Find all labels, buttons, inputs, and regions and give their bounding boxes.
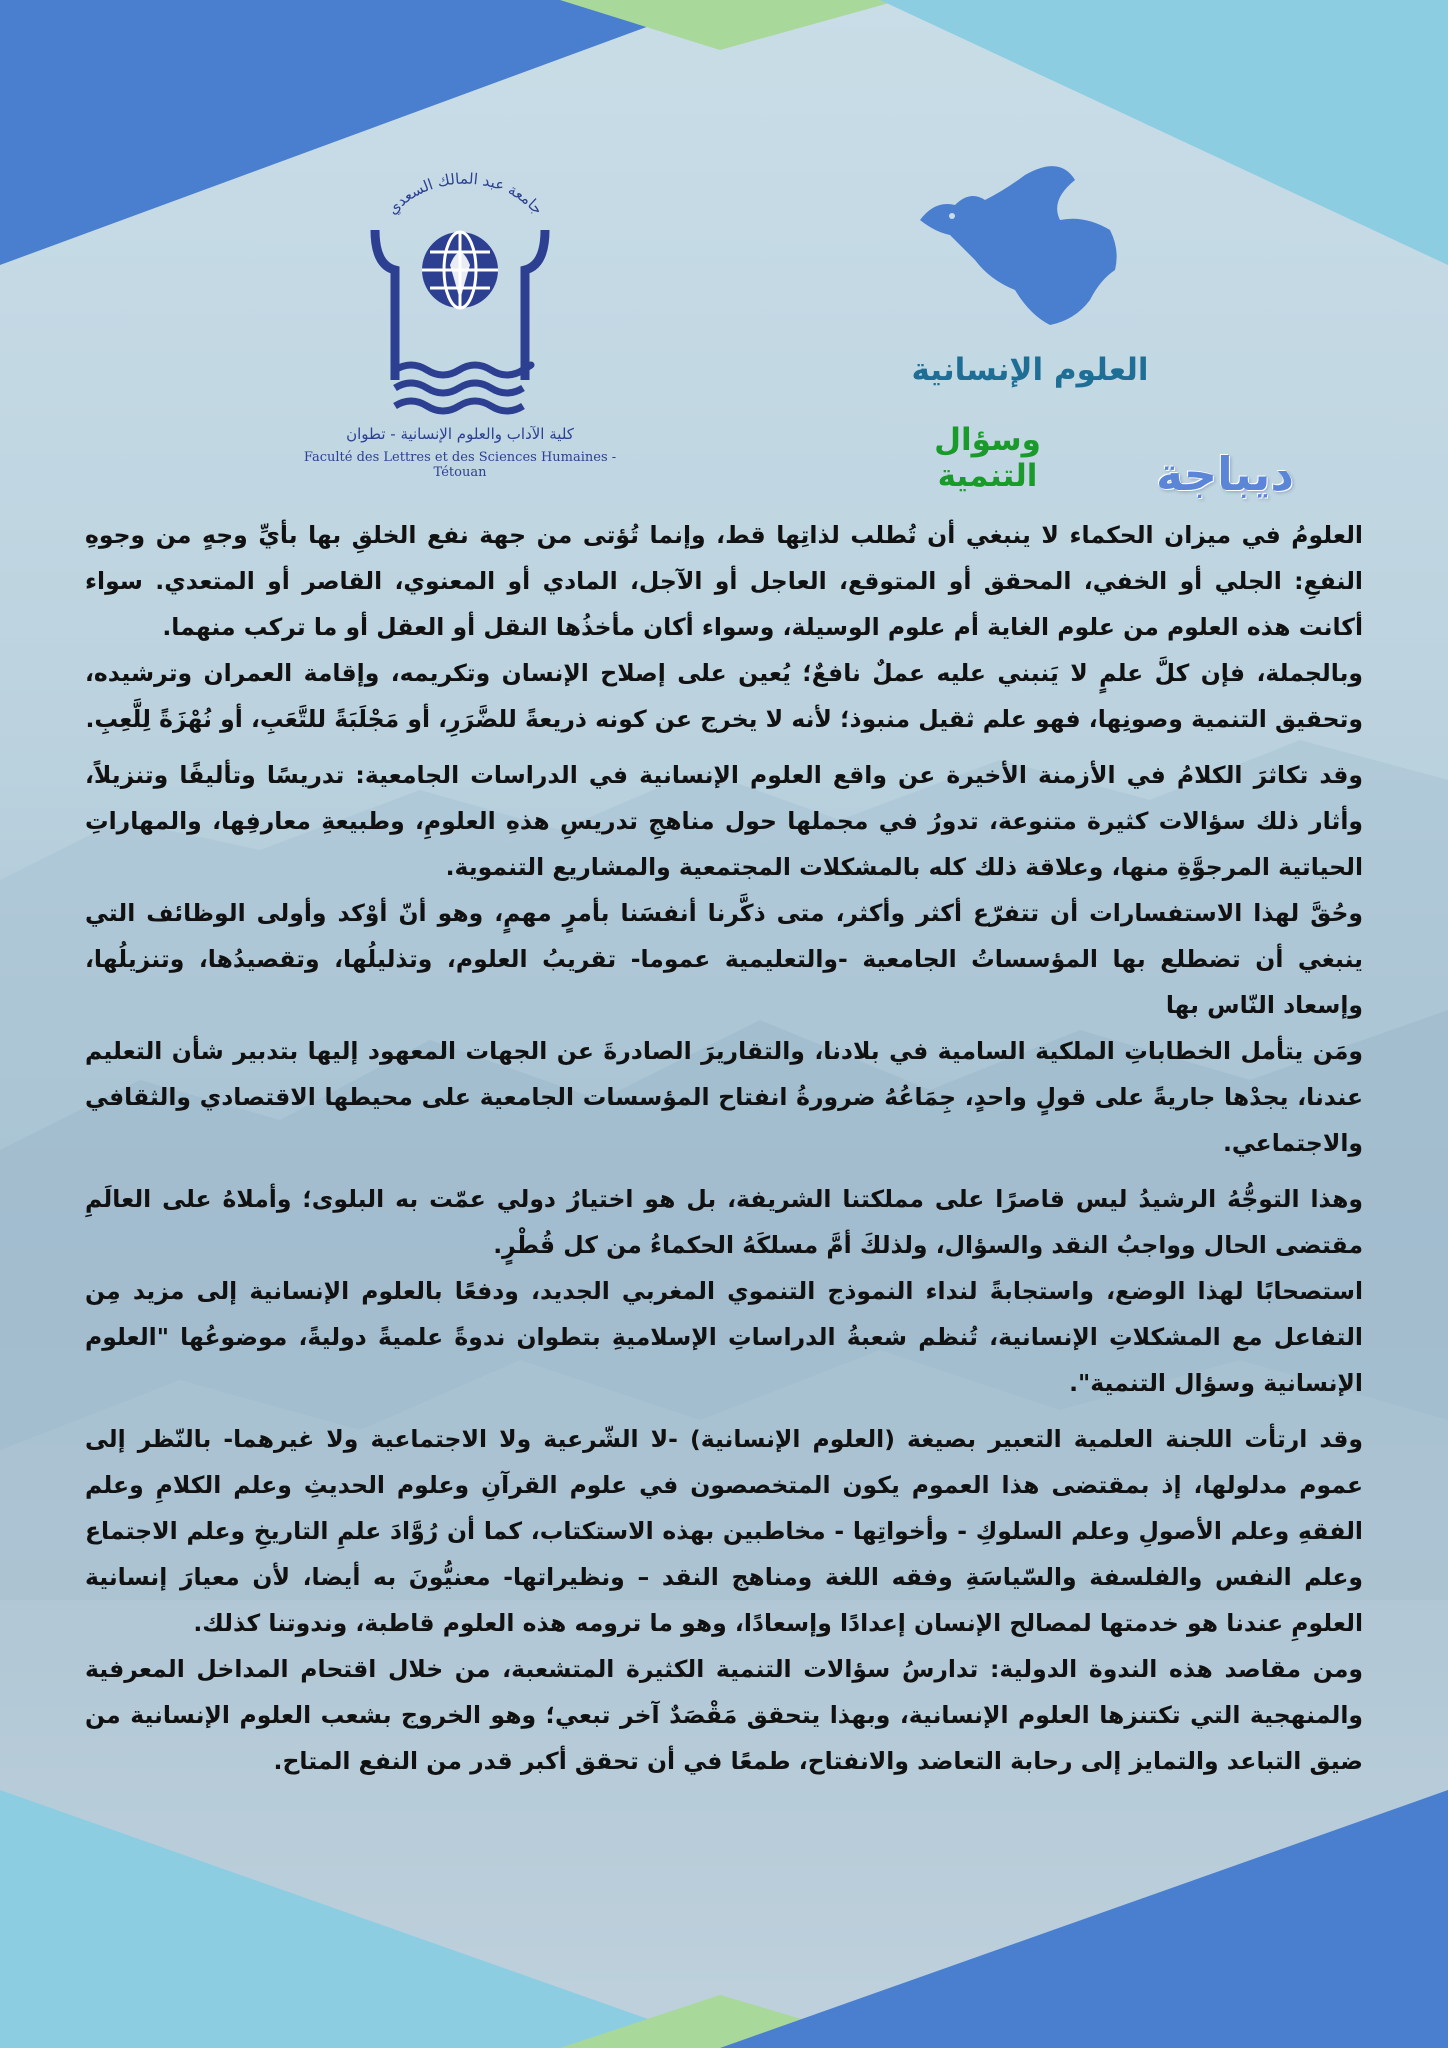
paragraph-2: وبالجملة، فإن كلَّ علمٍ لا يَنبني عليه عملٌ نافعٌ؛ يُعين على إصلاح الإنسان وتكريمه، وإقامة العمران وترشيده، وتحقيق التنمية وصونِها، فهو علم ثقيل منبوذ؛ لأنه لا يخرج عن كونه ذريعةً للضَّرَرِ، أو مَجْلَبَةً للتَّعَبِ، أو نُهْزَةً لِلَّعِبِ. <box>85 659 1363 733</box>
university-logo-icon <box>290 170 630 420</box>
paragraph-3: وقد تكاثرَ الكلامُ في الأزمنة الأخيرة عن واقع العلوم الإنسانية في الدراسات الجامعية: تدريسًا وتأليفًا وتنزيلاً، وأثار ذلك سؤالات كثيرة متنوعة، تدورُ في مجملها حول مناهجِ تدريسِ هذهِ العلومِ، وطبيعةِ معارفِها، والمهاراتِ الحياتية المرجوَّةِ منها، وعلاقة ذلك كله بالمشكلات المجتمعية والمشاريع التنموية. <box>85 761 1363 881</box>
objectives-lead: ومن مقاصد هذه الندوة الدولية: <box>990 1655 1363 1683</box>
paragraph-1: العلومُ في ميزان الحكماء لا ينبغي أن تُطلب لذاتِها قط، وإنما تُؤتى من جهة نفع الخلقِ بها بأيِّ وجهٍ من وجوهِ النفعِ: الجلي أو الخفي، المحقق أو المتوقع، العاجل أو الآجل، المادي أو المعنوي، القاصر أو المتعدي. سواء أكانت هذه العلوم من علوم الغاية أم علوم الوسيلة، وسواء أكان مأخذُها النقل أو العقل أو ما تركب منهما. <box>85 521 1363 641</box>
title-line-1: العلوم الإنسانية <box>911 352 1149 388</box>
paragraph-5: ومَن يتأمل الخطاباتِ الملكية السامية في بلادنا، والتقاريرَ الصادرةَ عن الجهات المعهود إليها بتدبير شأن التعليم عندنا، يجدْها جاريةً على قولٍ واحدٍ، جِمَاعُهُ ضرورةُ انفتاح المؤسسات الجامعية على محيطها الاقتصادي والثقافي والاجتماعي. <box>85 1037 1363 1157</box>
paragraph-8: وقد ارتأت اللجنة العلمية التعبير بصيغة (العلوم الإنسانية) -لا الشّرعية ولا الاجتماعية ولا غيرهما- بالنّظر إلى عموم مدلولها، إذ بمقتضى هذا العموم يكون المتخصصون في علوم القرآنِ وعلوم الحديثِ وعلم الكلامِ وعلم الفقهِ وعلم الأصولِ وعلم السلوكِ - وأخواتِها - مخاطبين بهذه الاستكتاب، كما أن رُوَّادَ علمِ التاريخِ وعلم الاجتماع وعلم النفس والفلسفة والسّياسَةِ وفقه اللغة ومناهج النقد – ونظيراتها- معنيُّونَ به أيضا، لأن معيارَ إنسانية العلومِ عندنا هو خدمتها لمصالح الإنسان إعدادًا وإسعادًا، وهو ما ترومه هذه العلوم قاطبة، وندوتنا كذلك. <box>85 1425 1363 1637</box>
dove-icon <box>910 160 1130 340</box>
logo-faculty-french: Faculté des Lettres et des Sciences Humaines - Tétouan <box>303 450 617 480</box>
objectives-text: تدارسُ سؤالات التنمية الكثيرة المتشعبة، من خلال اقتحام المداخل المعرفية والمنهجية التي تكتنزها العلوم الإنسانية، وبهذا يتحقق مَقْصَدٌ آخر تبعي؛ وهو الخروج بشعب العلوم الإنسانية من ضيق التباعد والتمايز إلى رحابة التعاضد والانفتاح، طمعًا في أن تحقق أكبر قدر من النفع المتاح. <box>85 1655 1363 1775</box>
paragraph-7: استصحابًا لهذا الوضع، واستجابةً لنداء النموذج التنموي المغربي الجديد، ودفعًا بالعلوم الإنسانية إلى مزيد مِن التفاعل مع المشكلاتِ الإنسانية، تُنظم شعبةُ الدراساتِ الإسلاميةِ بتطوان ندوةً علميةً دوليةً، موضوعُها "العلوم الإنسانية وسؤال التنمية". <box>85 1277 1363 1397</box>
logo-arc-text: جامعة عبد المالك السعدي <box>383 170 547 219</box>
paragraph-4: وحُقَّ لهذا الاستفسارات أن تتفرّع أكثر وأكثر، متى ذكَّرنا أنفسَنا بأمرٍ مهمٍ، وهو أنّ أوْكد وأولى الوظائف التي ينبغي أن تضطلع بها المؤسساتُ الجامعية -والتعليمية عموما- تقريبُ العلوم، وتذليلُها، وتقصيدُها، وتنزيلُها، وإسعاد النّاس بها <box>85 899 1363 1019</box>
university-logo <box>290 170 630 480</box>
paragraph-6: وهذا التوجُّهُ الرشيدُ ليس قاصرًا على مملكتنا الشريفة، بل هو اختيارُ دولي عمّت به البلوى؛ وأملاهُ على العالَمِ مقتضى الحال وواجبُ النقد والسؤال، ولذلكَ أمَّ مسلكَهُ الحكماءُ من كل قُطْرٍ. <box>85 1185 1363 1259</box>
title-line-2: وسؤال التنمية <box>934 422 1041 494</box>
section-heading: ديباجة <box>1156 447 1294 501</box>
svg-text:جامعة عبد المالك السعدي <box>383 170 546 219</box>
paragraph-9 <box>85 1646 1363 1784</box>
preamble-text <box>85 512 1363 1784</box>
logo-faculty-arabic: كلية الآداب والعلوم الإنسانية - تطوان <box>346 425 574 443</box>
